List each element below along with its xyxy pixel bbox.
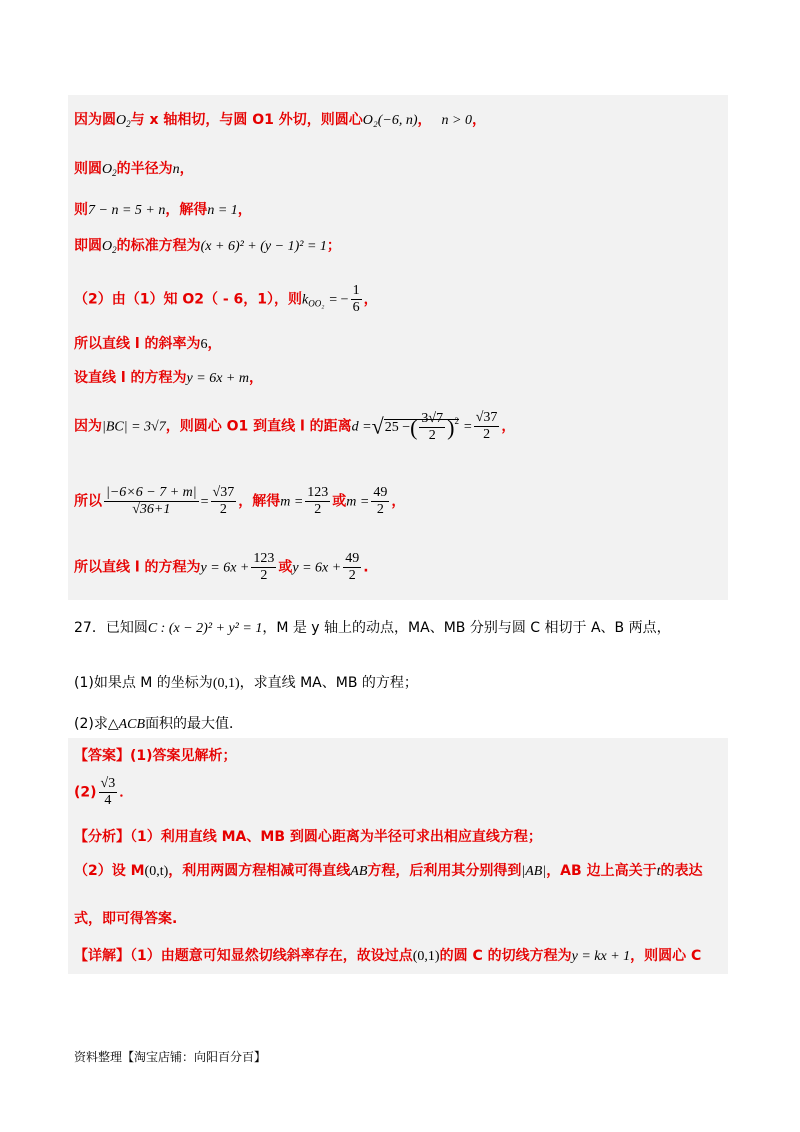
analysis-line-3: 式，即可得答案. — [74, 911, 178, 927]
question-27-line-1: 27．已知圆C : (x − 2)² + y² = 1，M 是 y 轴上的动点，MA、MB 分别与圆 C 相切于 A、B 两点， — [74, 620, 671, 636]
solution-line-5: （2）由（1）知 O2（ - 6，1），则$k_{OO_2}$ = − $\frac{1}{6}$ ， — [74, 283, 378, 315]
fraction: $\frac{√37}{2}$ — [212, 485, 235, 517]
fraction: $\frac{123}{2}$ — [307, 485, 329, 517]
fraction: $\frac{49}{2}$ — [345, 551, 360, 583]
fraction: $\frac{3√7}{2}$ — [421, 410, 444, 443]
detail-line-1: 【详解】（1）由题意可知显然切线斜率存在，故设过点(0,1)的圆 C 的切线方程为y = kx + 1，则圆心 C — [74, 948, 702, 964]
fraction: $\frac{123}{2}$ — [253, 551, 275, 583]
analysis-line-2: （2）设 M(0,t)，利用两圆方程相减可得直线AB方程，后利用其分别得到|AB|，AB 边上高关于t的表达 — [74, 863, 703, 879]
question-27-part-2: (2)求△ACB面积的最大值． — [74, 716, 244, 732]
solution-line-3: 则7 − n = 5 + n，解得n = 1， — [74, 202, 252, 218]
fraction: $\frac{√3}{4}$ — [100, 776, 116, 808]
question-27-part-1: (1)如果点 M 的坐标为(0,1)，求直线 MA、MB 的方程； — [74, 675, 418, 691]
solution-line-2: 则圆$O_2$的半径为n， — [74, 161, 194, 178]
solution-line-9: 所以 $\frac{|-6\times 6 - 7 + m|}{√36+1}$ = $\frac{√37}{2}$ ，解得m = $\frac{123}{2}$ 或m = $\frac{49}{2}$ ， — [74, 485, 406, 517]
answer-line-2: (2) $\frac{√3}{4}$ ． — [74, 776, 134, 808]
solution-line-8: 因为|BC| = 3√7，则圆心 O1 到直线 l 的距离d =√25 −( $\frac{3√7}{2}$ )$^2$ = $\frac{√37}{2}$ ， — [74, 410, 516, 443]
answer-line-1: 【答案】(1)答案见解析； — [74, 748, 237, 764]
footer-source: 资料整理【淘宝店铺：向阳百分百】 — [74, 1050, 267, 1064]
fraction: $\frac{|-6\times 6 - 7 + m|}{√36+1}$ — [106, 485, 197, 517]
solution-line-7: 设直线 l 的方程为y = 6x + m， — [74, 370, 263, 386]
solution-block — [68, 95, 728, 600]
solution-line-10: 所以直线 l 的方程为y = 6x + $\frac{123}{2}$ 或y = 6x + $\frac{49}{2}$ . — [74, 551, 369, 583]
fraction: $\frac{49}{2}$ — [373, 485, 388, 517]
answer-block — [68, 738, 728, 974]
solution-line-1: 因为圆$O_2$与 x 轴相切，与圆 O1 外切，则圆心O₂(−6, n)， n > 0， — [74, 112, 486, 129]
solution-line-4: 即圆$O_2$的标准方程为(x + 6)² + (y − 1)² = 1； — [74, 238, 341, 255]
fraction: $\frac{1}{6}$ — [352, 283, 360, 315]
fraction: $\frac{√37}{2}$ — [475, 410, 498, 442]
analysis-line-1: 【分析】（1）利用直线 MA、MB 到圆心距离为半径可求出相应直线方程； — [74, 829, 542, 845]
solution-line-6: 所以直线 l 的斜率为6， — [74, 336, 222, 352]
